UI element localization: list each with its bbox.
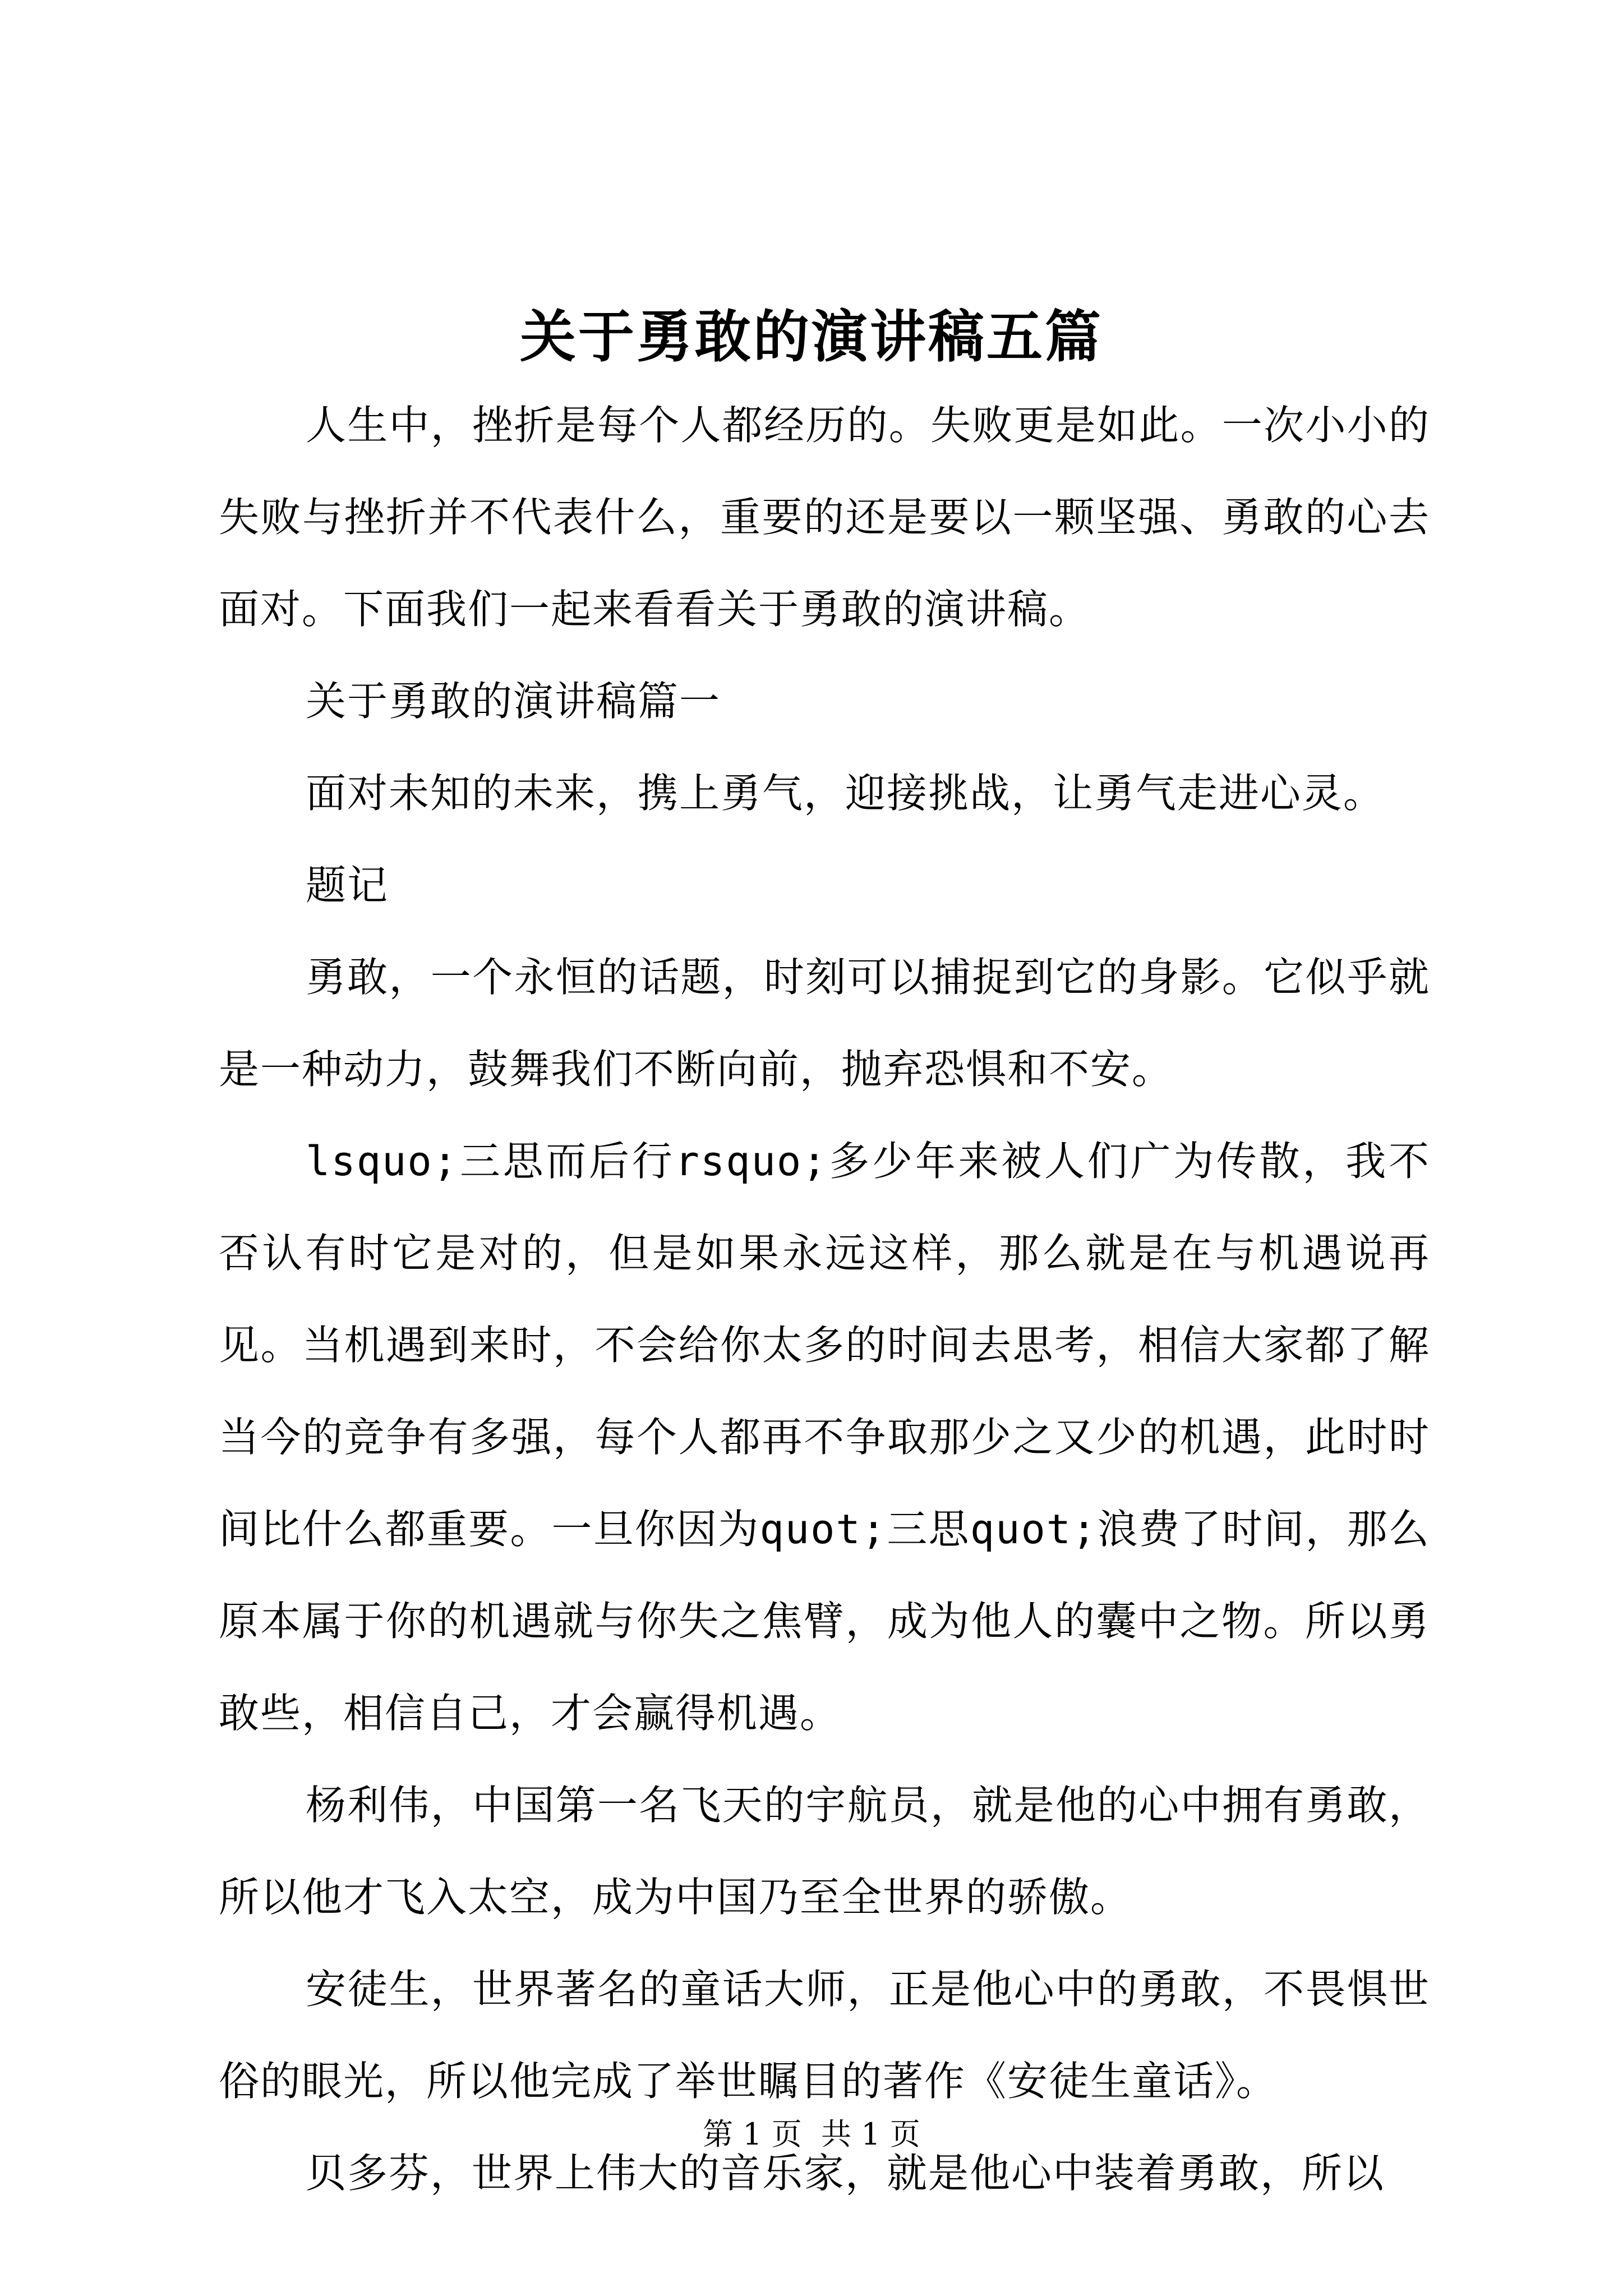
paragraph-section-heading: 关于勇敢的演讲稿篇一: [306, 678, 721, 725]
page-total: 共 1 页: [821, 2116, 920, 2152]
paragraph-think-thrice: lsquo;三思而后行rsquo;多少年来被人们广为传散，我不否认有时它是对的，但是如果永远这样，那么就是在与机遇说再见。当机遇到来时，不会给你太多的时间去思考，相信大家都了解当今的竞争有多强，每个人都再不争取那少之又少的机遇，此时时间比什么都重要。一旦你因为quot;三思quot;浪费了时间，那么原本属于你的机遇就与你失之焦臂，成为他人的囊中之物。所以勇敢些，相信自己，才会赢得机遇。: [219, 1138, 1430, 1737]
paragraph-andersen: 安徒生，世界著名的童话大师，正是他心中的勇敢，不畏惧世俗的眼光，所以他完成了举世瞩目的著作《安徒生童话》。: [219, 1966, 1430, 2105]
paragraph-yang-liwei: 杨利伟，中国第一名飞天的宇航员，就是他的心中拥有勇敢，所以他才飞入太空，成为中国乃至全世界的骄傲。: [219, 1782, 1430, 1921]
document-body: [219, 379, 1430, 2219]
paragraph-epigraph-label: 题记: [306, 862, 389, 909]
paragraph-beethoven: 贝多芬，世界上伟大的音乐家，就是他心中装着勇敢，所以: [306, 2150, 1385, 2197]
paragraph-intro: 人生中，挫折是每个人都经历的。失败更是如此。一次小小的失败与挫折并不代表什么，重要的还是要以一颗坚强、勇敢的心去面对。下面我们一起来看看关于勇敢的演讲稿。: [219, 402, 1430, 633]
document-title: 关于勇敢的演讲稿五篇: [520, 303, 1103, 370]
page-number: 第 1 页: [703, 2116, 802, 2152]
paragraph-courage-topic: 勇敢，一个永恒的话题，时刻可以捕捉到它的身影。它似乎就是一种动力，鼓舞我们不断向前，抛弃恐惧和不安。: [219, 954, 1430, 1093]
paragraph-epigraph: 面对未知的未来，携上勇气，迎接挑战，让勇气走进心灵。: [306, 770, 1385, 817]
page-footer: [0, 2112, 1623, 2157]
